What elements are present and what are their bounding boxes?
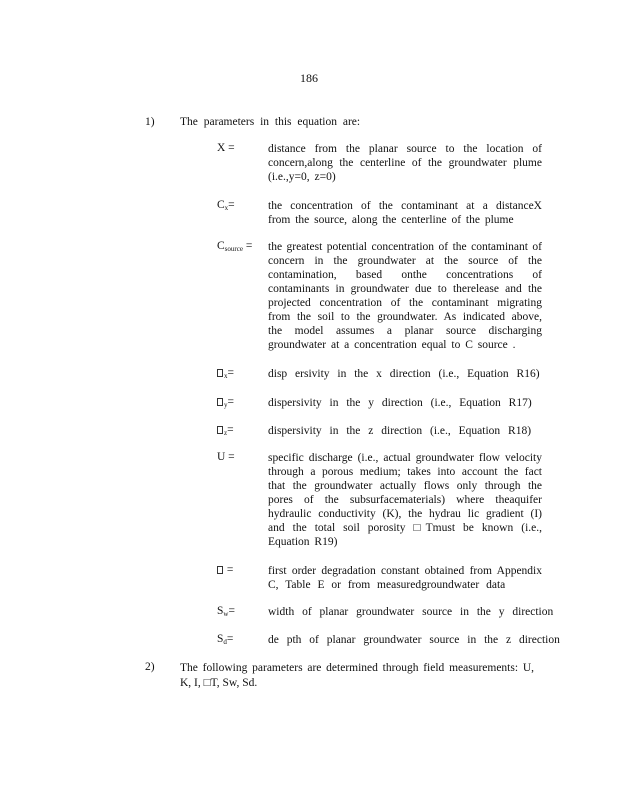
definition-line: dispersivity in the y direction (i.e., Equation R17)	[268, 397, 532, 409]
definition-line: (i.e.,y=0, z=0)	[268, 171, 336, 183]
missing-glyph-icon	[217, 369, 223, 377]
definition-line: through a porous medium; takes into account the fact	[268, 466, 542, 478]
item-2-text	[180, 661, 534, 691]
term-alpha-x: $_x$=	[217, 367, 234, 380]
definition-line: groundwater at a concentration equal to C source .	[268, 339, 516, 351]
definition-line: from the soil to the groundwater. As indicated above,	[268, 311, 542, 323]
definition-alpha-z	[268, 424, 542, 438]
definition-line: projected concentration of the contaminant migrating	[268, 297, 542, 309]
definition-line: from the source, along the centerline of the plume	[268, 214, 514, 226]
page-number: 186	[300, 71, 318, 85]
item-2-line: K, I, □T, Sw, Sd.	[180, 677, 258, 689]
definition-line: the greatest potential concentration of the contaminant of	[268, 241, 542, 253]
definition-line: width of planar groundwater source in the y direction	[268, 606, 554, 618]
definition-lambda	[268, 564, 542, 592]
definition-line: that the groundwater actually flows only through the	[268, 480, 542, 492]
definition-line: contamination, based onthe concentrations of	[268, 269, 542, 281]
definition-cx	[268, 199, 542, 227]
definition-csource	[268, 240, 542, 352]
term-sw: $S_w=$	[217, 605, 235, 618]
term-u: U =	[217, 451, 235, 463]
definition-line: dispersivity in the z direction (i.e., Equation R18)	[268, 425, 532, 437]
definition-line: de pth of planar groundwater source in the z direction	[268, 634, 560, 646]
term-lambda: =	[217, 564, 233, 576]
definition-alpha-x	[268, 367, 542, 381]
item-2-line: The following parameters are determined through field measurements: U,	[180, 662, 534, 674]
missing-glyph-icon	[217, 398, 223, 406]
term-sd: $S_d=$	[217, 633, 234, 646]
missing-glyph-icon	[217, 426, 223, 434]
term-alpha-y: $_y$=	[217, 396, 234, 409]
definition-line: contaminants in groundwater due to therelease and the	[268, 283, 542, 295]
definition-line: pores of the subsurfacematerials) where theaquifer	[268, 494, 542, 506]
definition-line: the concentration of the contaminant at a distanceX	[268, 200, 542, 212]
definition-line: specific discharge (i.e., actual groundwater flow velocity	[268, 452, 542, 464]
term-x: X =	[217, 142, 235, 154]
definition-line: hydraulic conductivity (K), the hydrau lic gradient (I)	[268, 508, 542, 520]
definition-line: distance from the planar source to the location of	[268, 143, 542, 155]
definition-sw	[268, 605, 554, 619]
term-csource: $C_{source}$ =	[217, 240, 253, 253]
definition-line: the model assumes a planar source discharging	[268, 325, 542, 337]
definition-u	[268, 451, 542, 549]
definition-alpha-y	[268, 396, 542, 410]
term-cx: $C_x=$	[217, 199, 235, 212]
item-1-number: 1)	[145, 116, 155, 128]
definition-line: concern in the groundwater at the source of the	[268, 255, 542, 267]
term-alpha-z: $_z$=	[217, 424, 234, 437]
item-2-number: 2)	[145, 661, 155, 673]
definition-line: C, Table E or from measuredgroundwater data	[268, 579, 506, 591]
item-1-intro: The parameters in this equation are:	[180, 116, 361, 128]
definition-line: concern,along the centerline of the groundwater plume	[268, 157, 542, 169]
definition-line: and the total soil porosity □Tmust be known (i.e.,	[268, 522, 542, 534]
definition-sd	[268, 633, 560, 647]
definition-line: Equation R19)	[268, 536, 338, 548]
definition-x	[268, 142, 542, 184]
missing-glyph-icon	[217, 566, 223, 574]
definition-line: first order degradation constant obtained from Appendix	[268, 565, 542, 577]
definition-line: disp ersivity in the x direction (i.e., Equation R16)	[268, 368, 540, 380]
